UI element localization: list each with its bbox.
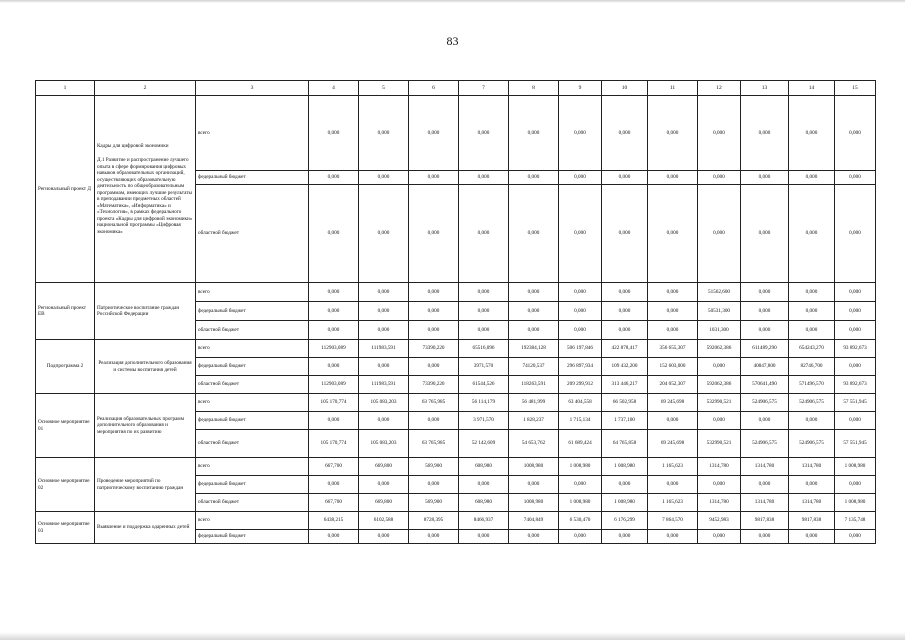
amount-cell: 532990,521 bbox=[698, 394, 741, 412]
amount-cell: 51562,600 bbox=[698, 283, 741, 302]
amount-cell: 9452,983 bbox=[698, 512, 741, 530]
section-description-cell bbox=[95, 394, 196, 458]
amount-cell: 0,000 bbox=[789, 96, 835, 171]
amount-cell: 0,000 bbox=[309, 96, 359, 171]
header-cell: 11 bbox=[648, 81, 698, 96]
header-cell: 9 bbox=[559, 81, 602, 96]
amount-cell: 0,000 bbox=[835, 358, 876, 376]
amount-cell: 0,000 bbox=[559, 96, 602, 171]
section-description-cell bbox=[95, 512, 196, 544]
amount-cell: 6 176,299 bbox=[602, 512, 648, 530]
amount-cell: 1314,780 bbox=[789, 458, 835, 476]
header-cell: 12 bbox=[698, 81, 741, 96]
header-cell: 1 bbox=[36, 81, 95, 96]
amount-cell: 608,980 bbox=[459, 458, 509, 476]
amount-cell: 0,000 bbox=[509, 96, 559, 171]
amount-cell: 356 655,307 bbox=[648, 340, 698, 358]
section-name: Региональный проект Д bbox=[38, 185, 91, 192]
amount-cell: 0,000 bbox=[741, 283, 789, 302]
amount-cell: 69 245,698 bbox=[648, 430, 698, 458]
section-name-cell bbox=[36, 283, 95, 340]
header-cell: 10 bbox=[602, 81, 648, 96]
amount-cell: 0,000 bbox=[409, 476, 459, 494]
amount-cell: 0,000 bbox=[359, 185, 409, 283]
amount-cell: 0,000 bbox=[602, 185, 648, 283]
amount-cell: 3 971,570 bbox=[459, 412, 509, 430]
amount-cell: 109 432,200 bbox=[602, 358, 648, 376]
table-row bbox=[36, 340, 876, 358]
amount-cell: 204 052,307 bbox=[648, 376, 698, 394]
amount-cell: 0,000 bbox=[698, 476, 741, 494]
scan-edge-bottom bbox=[0, 632, 905, 640]
section-description: Реализация образовательных программ дополнительного образования и мероприятия по их развитию bbox=[97, 415, 185, 435]
amount-cell: 0,000 bbox=[309, 171, 359, 185]
amount-cell: 111983,591 bbox=[359, 340, 409, 358]
amount-cell: 0,000 bbox=[309, 321, 359, 340]
amount-cell: 112903,089 bbox=[309, 340, 359, 358]
table-row bbox=[36, 96, 876, 171]
amount-cell: 0,000 bbox=[789, 412, 835, 430]
amount-cell: 0,000 bbox=[409, 530, 459, 544]
amount-cell: 93 892,673 bbox=[835, 376, 876, 394]
header-cell: 3 bbox=[196, 81, 309, 96]
amount-cell: 0,000 bbox=[409, 96, 459, 171]
amount-cell: 50531,300 bbox=[698, 302, 741, 321]
amount-cell: 0,000 bbox=[509, 476, 559, 494]
amount-cell: 69 245,698 bbox=[648, 394, 698, 412]
amount-cell: 54 653,762 bbox=[509, 430, 559, 458]
header-cell: 5 bbox=[359, 81, 409, 96]
amount-cell: 0,000 bbox=[789, 283, 835, 302]
funding-source-cell: всего bbox=[196, 283, 309, 302]
amount-cell: 0,000 bbox=[835, 185, 876, 283]
amount-cell: 0,000 bbox=[359, 302, 409, 321]
amount-cell: 61544,526 bbox=[459, 376, 509, 394]
amount-cell: 0,000 bbox=[602, 96, 648, 171]
amount-cell: 0,000 bbox=[309, 358, 359, 376]
amount-cell: 592062,386 bbox=[698, 340, 741, 358]
header-cell: 2 bbox=[95, 81, 196, 96]
amount-cell: 608,980 bbox=[459, 494, 509, 512]
amount-cell: 0,000 bbox=[698, 185, 741, 283]
section-description-cell bbox=[95, 96, 196, 283]
amount-cell: 654243,270 bbox=[789, 340, 835, 358]
amount-cell: 1 165,623 bbox=[648, 494, 698, 512]
amount-cell: 0,000 bbox=[698, 171, 741, 185]
amount-cell: 74120,537 bbox=[509, 358, 559, 376]
amount-cell: 667,700 bbox=[309, 458, 359, 476]
amount-cell: 6102,588 bbox=[359, 512, 409, 530]
amount-cell: 0,000 bbox=[741, 96, 789, 171]
section-name: Региональный проект EB bbox=[38, 304, 87, 317]
section-name-cell bbox=[36, 458, 95, 512]
table-row bbox=[36, 394, 876, 412]
amount-cell: 0,000 bbox=[359, 171, 409, 185]
amount-cell: 1 008,980 bbox=[602, 494, 648, 512]
section-name-cell bbox=[36, 96, 95, 283]
amount-cell: 0,000 bbox=[559, 302, 602, 321]
section-description-cell bbox=[95, 340, 196, 394]
amount-cell: 669,800 bbox=[359, 458, 409, 476]
amount-cell: 0,000 bbox=[309, 185, 359, 283]
description-gap bbox=[97, 149, 193, 157]
amount-cell: 0,000 bbox=[835, 321, 876, 340]
amount-cell: 0,000 bbox=[789, 530, 835, 544]
funding-source-cell: всего bbox=[196, 340, 309, 358]
amount-cell: 9817,838 bbox=[789, 512, 835, 530]
funding-source-cell: всего bbox=[196, 512, 309, 530]
header-cell: 4 bbox=[309, 81, 359, 96]
amount-cell: 63 765,985 bbox=[409, 394, 459, 412]
amount-cell: 0,000 bbox=[309, 283, 359, 302]
amount-cell: 0,000 bbox=[309, 302, 359, 321]
amount-cell: 1 715,134 bbox=[559, 412, 602, 430]
budget-table bbox=[35, 80, 876, 544]
amount-cell: 0,000 bbox=[698, 530, 741, 544]
amount-cell: 1 008,980 bbox=[559, 458, 602, 476]
amount-cell: 0,000 bbox=[789, 321, 835, 340]
amount-cell: 1314,780 bbox=[741, 494, 789, 512]
amount-cell: 524906,575 bbox=[789, 394, 835, 412]
amount-cell: 105 083,203 bbox=[359, 430, 409, 458]
amount-cell: 0,000 bbox=[602, 171, 648, 185]
amount-cell: 0,000 bbox=[459, 283, 509, 302]
amount-cell: 0,000 bbox=[741, 476, 789, 494]
amount-cell: 0,000 bbox=[459, 321, 509, 340]
amount-cell: 3971,570 bbox=[459, 358, 509, 376]
amount-cell: 1314,780 bbox=[741, 458, 789, 476]
amount-cell: 0,000 bbox=[741, 171, 789, 185]
amount-cell: 0,000 bbox=[741, 412, 789, 430]
amount-cell: 0,000 bbox=[789, 476, 835, 494]
amount-cell: 66 502,958 bbox=[602, 394, 648, 412]
amount-cell: 0,000 bbox=[359, 358, 409, 376]
amount-cell: 64 765,858 bbox=[602, 430, 648, 458]
table-row bbox=[36, 512, 876, 530]
section-description-title: Кадры для цифровой экономики bbox=[97, 142, 169, 149]
amount-cell: 1008,980 bbox=[509, 458, 559, 476]
amount-cell: 0,000 bbox=[359, 321, 409, 340]
amount-cell: 8466,937 bbox=[459, 512, 509, 530]
funding-source-cell: федеральный бюджет bbox=[196, 530, 309, 544]
header-cell: 13 bbox=[741, 81, 789, 96]
amount-cell: 0,000 bbox=[835, 412, 876, 430]
amount-cell: 0,000 bbox=[459, 530, 509, 544]
amount-cell: 524906,575 bbox=[741, 394, 789, 412]
amount-cell: 73390,220 bbox=[409, 376, 459, 394]
amount-cell: 0,000 bbox=[741, 302, 789, 321]
amount-cell: 0,000 bbox=[409, 321, 459, 340]
amount-cell: 0,000 bbox=[559, 171, 602, 185]
section-description: Д.1 Развитие и распространение лучшего опыта в сфере формирования цифровых навыков образовательных организаций, осуществляющих образовательную деятельность по общеобразовательным программам, имеющих лучшие результаты в преподавании предметных областей «Математика», «Информатика» и «Технология», в рамках федерального проекта «Кадры для цифровой экономики» национальной программы «Цифровая экономика» bbox=[97, 157, 193, 235]
amount-cell: 0,000 bbox=[648, 171, 698, 185]
funding-source-cell: федеральный бюджет bbox=[196, 358, 309, 376]
header-row bbox=[36, 81, 876, 96]
amount-cell: 57 551,945 bbox=[835, 394, 876, 412]
amount-cell: 0,000 bbox=[359, 476, 409, 494]
table-body bbox=[36, 81, 876, 544]
amount-cell: 0,000 bbox=[835, 530, 876, 544]
funding-source-cell: областной бюджет bbox=[196, 376, 309, 394]
amount-cell: 1 008,980 bbox=[835, 494, 876, 512]
amount-cell: 112903,089 bbox=[309, 376, 359, 394]
section-name-cell bbox=[36, 512, 95, 544]
amount-cell: 9817,838 bbox=[741, 512, 789, 530]
amount-cell: 1 008,980 bbox=[602, 458, 648, 476]
amount-cell: 0,000 bbox=[509, 283, 559, 302]
amount-cell: 0,000 bbox=[648, 96, 698, 171]
amount-cell: 0,000 bbox=[559, 283, 602, 302]
amount-cell: 532990,521 bbox=[698, 430, 741, 458]
amount-cell: 0,000 bbox=[409, 185, 459, 283]
section-description-cell bbox=[95, 283, 196, 340]
header-cell: 15 bbox=[835, 81, 876, 96]
amount-cell: 0,000 bbox=[789, 171, 835, 185]
amount-cell: 0,000 bbox=[602, 321, 648, 340]
amount-cell: 0,000 bbox=[648, 185, 698, 283]
section-description: Выявление и поддержка одаренных детей bbox=[97, 524, 190, 531]
amount-cell: 0,000 bbox=[741, 185, 789, 283]
section-name: Подпрограмма 2 bbox=[46, 363, 84, 370]
header-cell: 8 bbox=[509, 81, 559, 96]
amount-cell: 0,000 bbox=[602, 476, 648, 494]
amount-cell: 571496,570 bbox=[789, 376, 835, 394]
amount-cell: 592062,386 bbox=[698, 376, 741, 394]
amount-cell: 0,000 bbox=[459, 96, 509, 171]
page-number: 83 bbox=[446, 34, 459, 48]
section-description: Проведение мероприятий по патриотическому воспитанию граждан bbox=[97, 478, 184, 491]
funding-source-cell: федеральный бюджет bbox=[196, 171, 309, 185]
amount-cell: 152 603,000 bbox=[648, 358, 698, 376]
amount-cell: 0,000 bbox=[509, 171, 559, 185]
amount-cell: 1008,980 bbox=[509, 494, 559, 512]
amount-cell: 569,900 bbox=[409, 458, 459, 476]
section-name: Основное мероприятие 02 bbox=[38, 478, 90, 491]
amount-cell: 0,000 bbox=[559, 185, 602, 283]
amount-cell: 0,000 bbox=[359, 283, 409, 302]
amount-cell: 192384,128 bbox=[509, 340, 559, 358]
amount-cell: 0,000 bbox=[459, 171, 509, 185]
amount-cell: 0,000 bbox=[835, 476, 876, 494]
amount-cell: 93 892,673 bbox=[835, 340, 876, 358]
amount-cell: 0,000 bbox=[559, 321, 602, 340]
funding-source-cell: федеральный бюджет bbox=[196, 412, 309, 430]
amount-cell: 0,000 bbox=[698, 412, 741, 430]
amount-cell: 1314,780 bbox=[789, 494, 835, 512]
amount-cell: 52 142,609 bbox=[459, 430, 509, 458]
amount-cell: 506 197,846 bbox=[559, 340, 602, 358]
amount-cell: 0,000 bbox=[602, 302, 648, 321]
amount-cell: 105 170,774 bbox=[309, 430, 359, 458]
amount-cell: 0,000 bbox=[309, 412, 359, 430]
amount-cell: 0,000 bbox=[309, 476, 359, 494]
amount-cell: 56 481,999 bbox=[509, 394, 559, 412]
amount-cell: 611489,290 bbox=[741, 340, 789, 358]
section-description-cell bbox=[95, 458, 196, 512]
amount-cell: 0,000 bbox=[835, 96, 876, 171]
funding-source-cell: всего bbox=[196, 394, 309, 412]
amount-cell: 7 864,570 bbox=[648, 512, 698, 530]
amount-cell: 570641,490 bbox=[741, 376, 789, 394]
funding-source-cell: областной бюджет bbox=[196, 185, 309, 283]
amount-cell: 0,000 bbox=[648, 321, 698, 340]
amount-cell: 0,000 bbox=[409, 358, 459, 376]
amount-cell: 0,000 bbox=[409, 283, 459, 302]
amount-cell: 65516,096 bbox=[459, 340, 509, 358]
section-name-cell bbox=[36, 394, 95, 458]
amount-cell: 1 828,237 bbox=[509, 412, 559, 430]
amount-cell: 105 083,203 bbox=[359, 394, 409, 412]
amount-cell: 73390,220 bbox=[409, 340, 459, 358]
amount-cell: 0,000 bbox=[789, 302, 835, 321]
amount-cell: 313 446,217 bbox=[602, 376, 648, 394]
amount-cell: 63 765,985 bbox=[409, 430, 459, 458]
amount-cell: 296 897,934 bbox=[559, 358, 602, 376]
section-description: Реализация дополнительного образования и системы воспитания детей bbox=[98, 360, 192, 373]
amount-cell: 0,000 bbox=[741, 321, 789, 340]
funding-source-cell: федеральный бюджет bbox=[196, 476, 309, 494]
amount-cell: 0,000 bbox=[648, 476, 698, 494]
funding-source-cell: областной бюджет bbox=[196, 321, 309, 340]
amount-cell: 1314,780 bbox=[698, 458, 741, 476]
table-row bbox=[36, 458, 876, 476]
amount-cell: 0,000 bbox=[559, 476, 602, 494]
amount-cell: 8728,395 bbox=[409, 512, 459, 530]
amount-cell: 1 165,623 bbox=[648, 458, 698, 476]
section-description: Патриотическое воспитание граждан Российской Федерации bbox=[97, 304, 180, 317]
amount-cell: 82746,700 bbox=[789, 358, 835, 376]
amount-cell: 0,000 bbox=[835, 283, 876, 302]
amount-cell: 0,000 bbox=[602, 530, 648, 544]
scan-edge-top bbox=[0, 0, 905, 3]
amount-cell: 40847,800 bbox=[741, 358, 789, 376]
amount-cell: 0,000 bbox=[409, 302, 459, 321]
amount-cell: 0,000 bbox=[509, 321, 559, 340]
amount-cell: 0,000 bbox=[459, 185, 509, 283]
amount-cell: 118263,591 bbox=[509, 376, 559, 394]
amount-cell: 0,000 bbox=[648, 302, 698, 321]
amount-cell: 1314,780 bbox=[698, 494, 741, 512]
amount-cell: 0,000 bbox=[602, 283, 648, 302]
amount-cell: 0,000 bbox=[648, 283, 698, 302]
amount-cell: 111983,591 bbox=[359, 376, 409, 394]
amount-cell: 0,000 bbox=[559, 530, 602, 544]
amount-cell: 0,000 bbox=[835, 171, 876, 185]
amount-cell: 1 737,100 bbox=[602, 412, 648, 430]
amount-cell: 524906,575 bbox=[741, 430, 789, 458]
funding-source-cell: всего bbox=[196, 96, 309, 171]
header-cell: 14 bbox=[789, 81, 835, 96]
amount-cell: 63 404,558 bbox=[559, 394, 602, 412]
header-cell: 6 bbox=[409, 81, 459, 96]
amount-cell: 667,700 bbox=[309, 494, 359, 512]
amount-cell: 0,000 bbox=[359, 96, 409, 171]
amount-cell: 209 299,912 bbox=[559, 376, 602, 394]
amount-cell: 7404,849 bbox=[509, 512, 559, 530]
amount-cell: 0,000 bbox=[409, 412, 459, 430]
amount-cell: 0,000 bbox=[359, 412, 409, 430]
table-row bbox=[36, 283, 876, 302]
amount-cell: 56 114,179 bbox=[459, 394, 509, 412]
amount-cell: 0,000 bbox=[509, 302, 559, 321]
amount-cell: 669,800 bbox=[359, 494, 409, 512]
amount-cell: 6 530,470 bbox=[559, 512, 602, 530]
amount-cell: 0,000 bbox=[741, 530, 789, 544]
amount-cell: 0,000 bbox=[789, 185, 835, 283]
amount-cell: 0,000 bbox=[698, 96, 741, 171]
amount-cell: 0,000 bbox=[509, 185, 559, 283]
amount-cell: 0,000 bbox=[459, 476, 509, 494]
amount-cell: 0,000 bbox=[648, 412, 698, 430]
amount-cell: 1031,300 bbox=[698, 321, 741, 340]
funding-source-cell: всего bbox=[196, 458, 309, 476]
amount-cell: 61 689,424 bbox=[559, 430, 602, 458]
header-cell: 7 bbox=[459, 81, 509, 96]
amount-cell: 105 170,774 bbox=[309, 394, 359, 412]
amount-cell: 0,000 bbox=[459, 302, 509, 321]
amount-cell: 0,000 bbox=[409, 171, 459, 185]
amount-cell: 1 008,980 bbox=[835, 458, 876, 476]
amount-cell: 569,900 bbox=[409, 494, 459, 512]
amount-cell: 0,000 bbox=[359, 530, 409, 544]
amount-cell: 422 878,417 bbox=[602, 340, 648, 358]
funding-source-cell: областной бюджет bbox=[196, 430, 309, 458]
section-name-cell bbox=[36, 340, 95, 394]
section-name: Основное мероприятие 03 bbox=[38, 521, 90, 534]
funding-source-cell: федеральный бюджет bbox=[196, 302, 309, 321]
amount-cell: 1 008,980 bbox=[559, 494, 602, 512]
amount-cell: 6438,215 bbox=[309, 512, 359, 530]
amount-cell: 0,000 bbox=[309, 530, 359, 544]
amount-cell: 57 551,945 bbox=[835, 430, 876, 458]
amount-cell: 7 135,748 bbox=[835, 512, 876, 530]
amount-cell: 524906,575 bbox=[789, 430, 835, 458]
funding-source-cell: областной бюджет bbox=[196, 494, 309, 512]
amount-cell: 0,000 bbox=[648, 530, 698, 544]
amount-cell: 0,000 bbox=[509, 530, 559, 544]
section-name: Основное мероприятие 01 bbox=[38, 419, 90, 432]
amount-cell: 0,000 bbox=[698, 358, 741, 376]
amount-cell: 0,000 bbox=[835, 302, 876, 321]
